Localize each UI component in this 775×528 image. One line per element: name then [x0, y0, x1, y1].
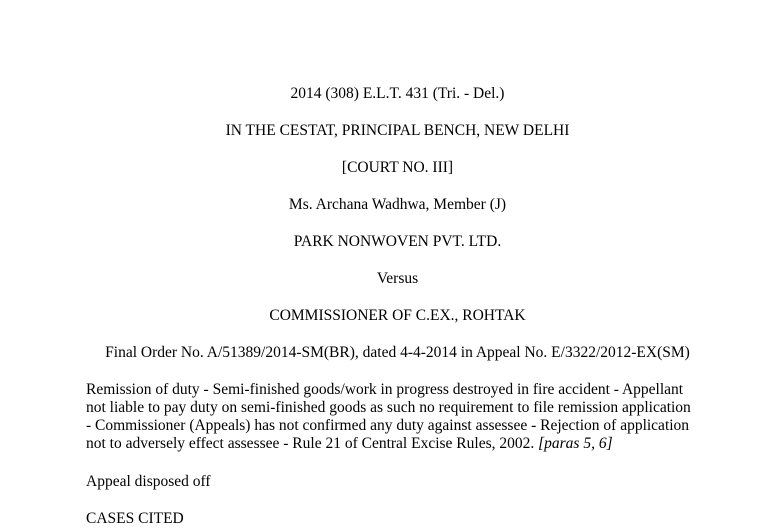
- cases-cited-heading: CASES CITED: [86, 510, 184, 527]
- versus-label: Versus: [376, 270, 419, 287]
- headnote-line: Remission of duty - Semi-finished goods/work in progress destroyed in fire accident - Appellant: [86, 381, 684, 398]
- headnote-paragraph: [86, 381, 726, 453]
- headnote-line: not liable to pay duty on semi-finished goods as such no requirement to file remission application: [86, 399, 691, 416]
- citation: 2014 (308) E.L.T. 431 (Tri. - Del.): [290, 85, 505, 102]
- headnote-line-last: [86, 435, 726, 453]
- appellant-name: PARK NONWOVEN PVT. LTD.: [293, 233, 502, 250]
- disposition: Appeal disposed off: [86, 473, 211, 490]
- paras-reference: [paras 5, 6]: [538, 435, 613, 452]
- bench-member: Ms. Archana Wadhwa, Member (J): [288, 196, 507, 213]
- headnote-text: not to adversely effect assessee - Rule 21 of Central Excise Rules, 2002.: [86, 435, 535, 452]
- respondent-name: COMMISSIONER OF C.EX., ROHTAK: [269, 307, 526, 324]
- court-number: [COURT NO. III]: [341, 159, 454, 176]
- order-reference: Final Order No. A/51389/2014-SM(BR), dated 4-4-2014 in Appeal No. E/3322/2012-EX(SM): [105, 344, 690, 361]
- court-name: IN THE CESTAT, PRINCIPAL BENCH, NEW DELHI: [225, 122, 570, 139]
- headnote-line: - Commissioner (Appeals) has not confirmed any duty against assessee - Rejection of application: [86, 417, 690, 434]
